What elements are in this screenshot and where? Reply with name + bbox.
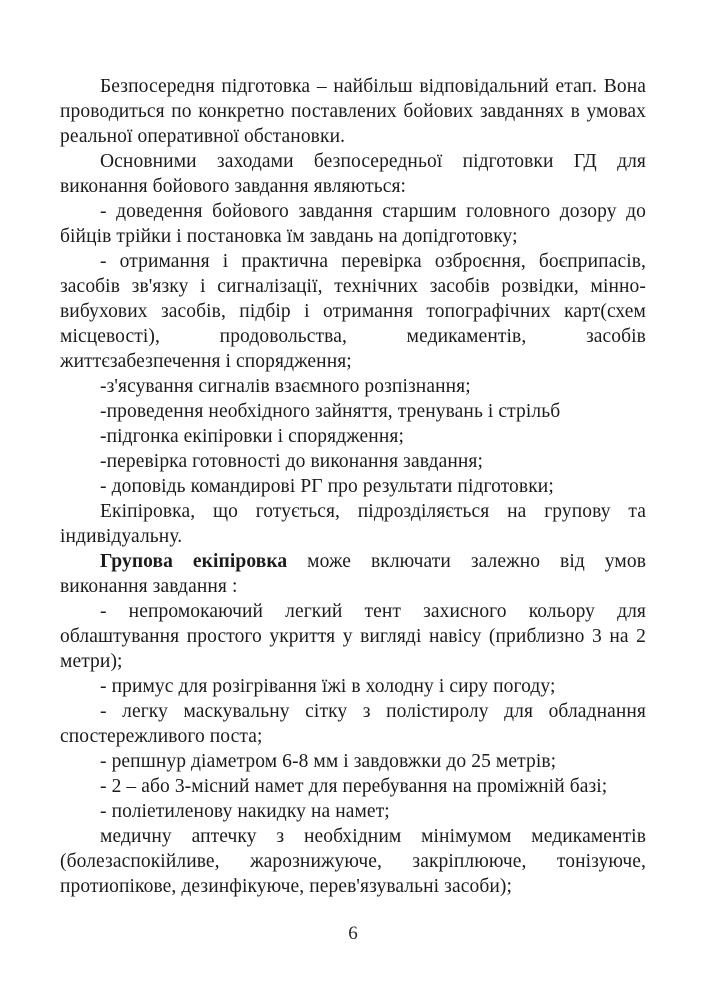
list-item: -проведення необхідного зайняття, тренувань і стрільб <box>100 401 561 422</box>
list-item: -підгонка екіпіровки і спорядження; <box>100 426 404 447</box>
group-equipment-term: Групова екіпіровка <box>100 551 288 572</box>
list-item: - доведення бойового завдання старшим головного дозору до бійців трійки і постановка їм завдань на допідготовку; <box>60 201 646 247</box>
paragraph-medkit: медичну аптечку з необхідним мінімумом медикаментів (болезаспокійливе, жарознижуюче, закріплююче, тонізуюче, протиопікове, дезинфікуюче, перев'язувальні засоби); <box>60 826 646 897</box>
list-item: -перевірка готовності до виконання завдання; <box>100 451 483 472</box>
paragraph-equipment-split: Екіпіровка, що готується, підрозділяється на групову та індивідуальну. <box>60 501 646 547</box>
paragraph-group-equipment <box>60 549 646 599</box>
list-item: - отримання і практична перевірка озброєння, боєприпасів, засобів зв'язку і сигналізації, технічних засобів розвідки, мінно-вибухових засобів, підбір і отримання топографічних карт(схем місцевості), продовольства, медикаментів, засобів життєзабезпечення і спорядження; <box>60 251 646 372</box>
list-item: - 2 – або 3-місний намет для перебування на проміжній базі; <box>100 776 608 797</box>
list-item: - примус для розігрівання їжі в холодну і сиру погоду; <box>100 676 556 697</box>
paragraph-main-measures: Основними заходами безпосередньої підготовки ГД для виконання бойового завдання являються: <box>60 151 646 197</box>
list-item: - поліетиленову накидку на намет; <box>100 801 390 822</box>
paragraph-intro: Безпосередня підготовка – найбільш відповідальний етап. Вона проводиться по конкретно поставлених бойових завданнях в умовах реальної оперативної обстановки. <box>60 76 646 147</box>
group-equipment-rest: може включати залежно від умов виконання завдання : <box>60 551 646 597</box>
page-number: 6 <box>348 923 358 944</box>
list-item: - репшнур діаметром 6-8 мм і завдовжки до 25 метрів; <box>100 751 557 772</box>
list-item: - доповідь командирові РГ про результати підготовки; <box>100 476 554 497</box>
list-item: - легку маскувальну сітку з полістиролу для обладнання спостережливого поста; <box>60 701 646 747</box>
list-item: -з'ясування сигналів взаємного розпізнання; <box>100 376 471 397</box>
list-item: - непромокаючий легкий тент захисного кольору для облаштування простого укриття у вигляді навісу (приблизно 3 на 2 метри); <box>60 601 646 672</box>
